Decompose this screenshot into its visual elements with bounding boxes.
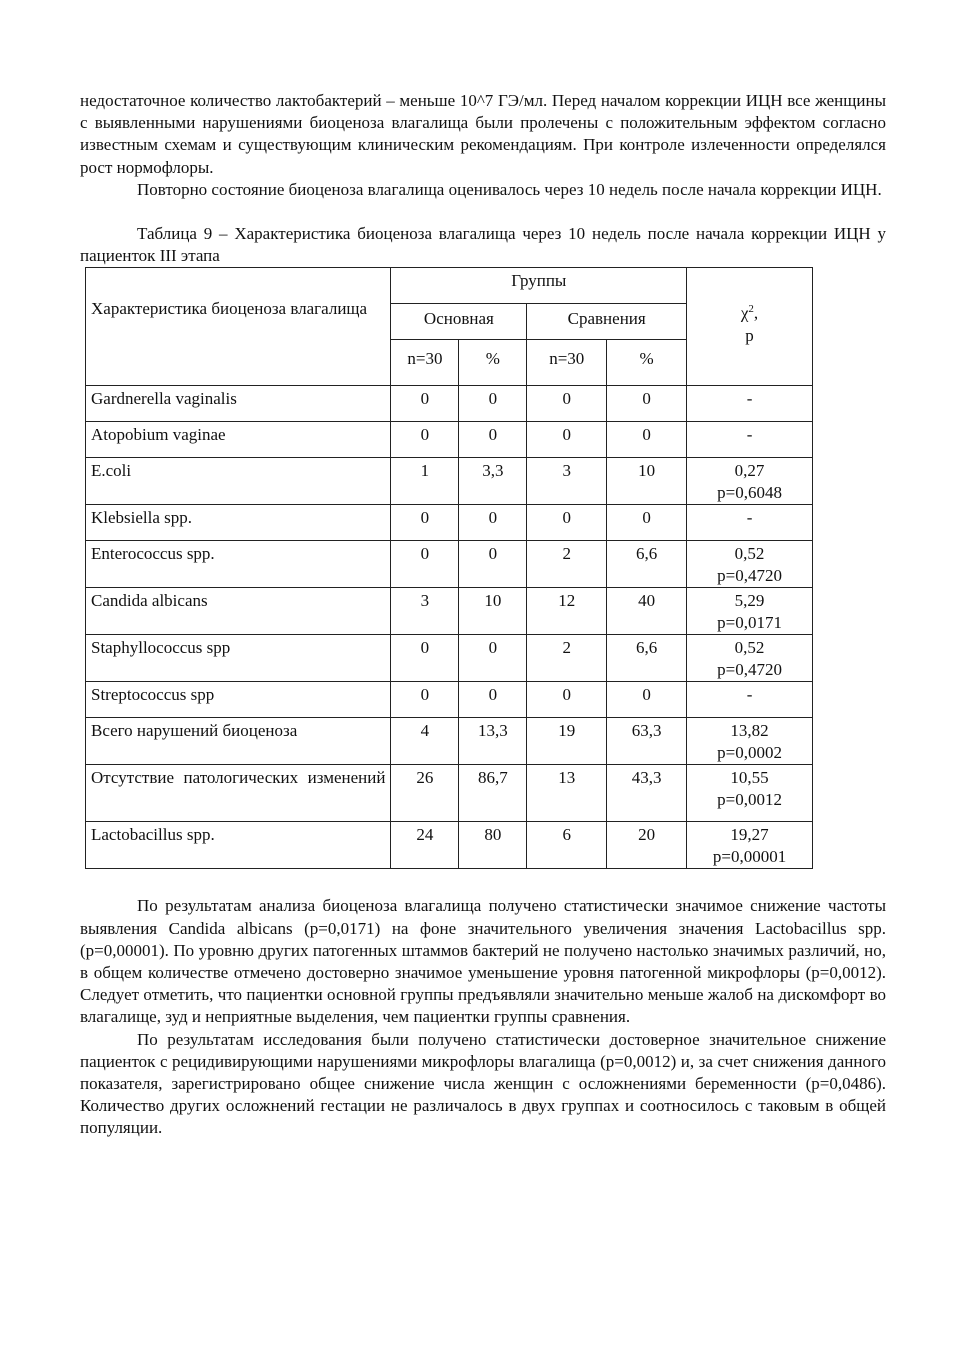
table-row <box>86 765 813 822</box>
table-row <box>86 718 813 765</box>
cell-chi <box>687 635 813 682</box>
cell-pct-comparison: 20 <box>607 822 687 869</box>
table-row <box>86 822 813 869</box>
cell-n-comparison: 0 <box>527 505 607 541</box>
cell-chi <box>687 505 813 541</box>
row-name: E.coli <box>86 458 391 505</box>
header-n-comparison: n=30 <box>527 340 607 386</box>
row-name: Streptococcus spp <box>86 682 391 718</box>
p-value: p=0,0002 <box>717 743 782 763</box>
table-row <box>86 541 813 588</box>
cell-chi <box>687 588 813 635</box>
p-value: p=0,00001 <box>712 847 787 867</box>
header-pct-comparison: % <box>607 340 687 386</box>
cell-pct-comparison: 0 <box>607 422 687 458</box>
cell-n-comparison: 0 <box>527 386 607 422</box>
cell-pct-main: 86,7 <box>459 765 527 822</box>
chi-value: 13,82 <box>730 721 769 741</box>
table-caption: Таблица 9 – Характеристика биоценоза влагалища через 10 недель после начала коррекции ИЦН у пациенток III этапа <box>80 224 886 266</box>
cell-n-comparison: 6 <box>527 822 607 869</box>
cell-pct-main: 13,3 <box>459 718 527 765</box>
header-groups: Группы <box>391 268 687 304</box>
header-chi-square <box>687 268 813 386</box>
p-value: p=0,0171 <box>717 613 782 633</box>
cell-n-comparison: 0 <box>527 422 607 458</box>
cell-pct-comparison: 10 <box>607 458 687 505</box>
cell-chi <box>687 718 813 765</box>
header-comparison-group: Сравнения <box>527 304 687 340</box>
row-name: Отсутствие патологических изменений <box>86 765 391 822</box>
cell-pct-comparison: 0 <box>607 505 687 541</box>
cell-n-main: 24 <box>391 822 459 869</box>
cell-chi <box>687 458 813 505</box>
chi-suffix: , <box>753 304 759 324</box>
cell-n-comparison: 12 <box>527 588 607 635</box>
cell-chi <box>687 822 813 869</box>
cell-chi <box>687 541 813 588</box>
chi-value: - <box>746 508 753 528</box>
cell-pct-comparison: 0 <box>607 386 687 422</box>
cell-pct-comparison: 6,6 <box>607 541 687 588</box>
cell-n-comparison: 19 <box>527 718 607 765</box>
p-value: p=0,4720 <box>717 660 782 680</box>
header-n-main: n=30 <box>391 340 459 386</box>
cell-chi <box>687 765 813 822</box>
document-page <box>80 90 886 1140</box>
cell-n-main: 26 <box>391 765 459 822</box>
cell-n-comparison: 0 <box>527 682 607 718</box>
p-value: p=0,4720 <box>717 566 782 586</box>
chi-value: - <box>746 389 753 409</box>
row-name: Enterococcus spp. <box>86 541 391 588</box>
cell-pct-main: 0 <box>459 635 527 682</box>
cell-n-main: 0 <box>391 386 459 422</box>
table-row <box>86 588 813 635</box>
cell-n-comparison: 2 <box>527 541 607 588</box>
cell-n-comparison: 13 <box>527 765 607 822</box>
table-row <box>86 422 813 458</box>
cell-pct-main: 0 <box>459 541 527 588</box>
row-name: Lactobacillus spp. <box>86 822 391 869</box>
paragraph-repeat-assessment: Повторно состояние биоценоза влагалища оценивалось через 10 недель после начала коррекции ИЦН. <box>137 179 882 199</box>
chi-symbol: χ <box>740 304 749 324</box>
cell-pct-comparison: 63,3 <box>607 718 687 765</box>
cell-pct-main: 0 <box>459 386 527 422</box>
row-name: Candida albicans <box>86 588 391 635</box>
chi-value: - <box>746 425 753 445</box>
cell-n-main: 0 <box>391 505 459 541</box>
cell-n-main: 4 <box>391 718 459 765</box>
header-main-group: Основная <box>391 304 527 340</box>
cell-pct-main: 80 <box>459 822 527 869</box>
chi-value: 10,55 <box>730 768 769 788</box>
cell-pct-comparison: 43,3 <box>607 765 687 822</box>
p-value: p=0,0012 <box>717 790 782 810</box>
header-p: p <box>745 326 754 346</box>
cell-pct-comparison: 6,6 <box>607 635 687 682</box>
chi-value: - <box>746 685 753 705</box>
cell-pct-comparison: 40 <box>607 588 687 635</box>
cell-pct-main: 0 <box>459 505 527 541</box>
chi-value: 0,52 <box>734 638 765 658</box>
cell-n-main: 1 <box>391 458 459 505</box>
cell-pct-comparison: 0 <box>607 682 687 718</box>
paragraph-study-results: По результатам исследования были получено статистически достоверное значительное снижение пациенток с рецидивирующими нарушениями микрофлоры влагалища (p=0,0012) и, за счет снижения данного показателя, зарегистрировано общее снижение числа женщин с осложнениями беременности (p=0,0486). Количество других осложнений гестации не различалось в двух группах и соотносилось с таковым в общей популяции. <box>80 1029 886 1138</box>
paragraph-intro-continuation: недостаточное количество лактобактерий – меньше 10^7 ГЭ/мл. Перед началом коррекции ИЦН все женщины с выявленными нарушениями биоценоза влагалища были пролечены с положительным эффектом согласно известным схемам и существующим клиническим рекомендациям. При контроле излеченности определялся рост нормофлоры. <box>80 91 886 177</box>
table-row <box>86 505 813 541</box>
p-value: p=0,6048 <box>717 483 782 503</box>
table-header-row-1 <box>86 268 813 304</box>
cell-n-main: 0 <box>391 541 459 588</box>
cell-n-main: 0 <box>391 422 459 458</box>
table-row <box>86 458 813 505</box>
table-row <box>86 682 813 718</box>
row-name: Staphyllococcus spp <box>86 635 391 682</box>
header-characteristic: Характеристика биоценоза влагалища <box>86 268 391 386</box>
table-row <box>86 386 813 422</box>
cell-chi <box>687 422 813 458</box>
cell-chi <box>687 386 813 422</box>
cell-pct-main: 10 <box>459 588 527 635</box>
cell-n-main: 0 <box>391 682 459 718</box>
cell-n-main: 3 <box>391 588 459 635</box>
chi-value: 0,52 <box>734 544 765 564</box>
cell-pct-main: 0 <box>459 682 527 718</box>
chi-value: 5,29 <box>734 591 765 611</box>
paragraph-results-analysis: По результатам анализа биоценоза влагалища получено статистически значимое снижение частоты выявления Candida albicans (p=0,0171) на фоне значительного увеличения значения Lactobacillus spp. (p=0,00001). По уровню других патогенных штаммов бактерий не получено настолько значимых различий, но, в общем количестве отмечено достоверно значимое уменьшение уровня патогенной микрофлоры (p=0,0012). Следует отметить, что пациентки основной группы предъявляли значительно меньше жалоб на дискомфорт во влагалище, зуд и неприятные выделения, чем пациентки группы сравнения. <box>80 896 886 1027</box>
cell-n-comparison: 2 <box>527 635 607 682</box>
chi-value: 19,27 <box>730 825 769 845</box>
cell-n-main: 0 <box>391 635 459 682</box>
table-row <box>86 635 813 682</box>
row-name: Всего нарушений биоценоза <box>86 718 391 765</box>
chi-superscript: 2 <box>748 303 754 316</box>
chi-value: 0,27 <box>734 461 765 481</box>
row-name: Gardnerella vaginalis <box>86 386 391 422</box>
row-name: Atopobium vaginae <box>86 422 391 458</box>
row-name: Klebsiella spp. <box>86 505 391 541</box>
cell-pct-main: 0 <box>459 422 527 458</box>
cell-n-comparison: 3 <box>527 458 607 505</box>
biocenosis-table <box>85 267 813 869</box>
cell-chi <box>687 682 813 718</box>
header-pct-main: % <box>459 340 527 386</box>
cell-pct-main: 3,3 <box>459 458 527 505</box>
